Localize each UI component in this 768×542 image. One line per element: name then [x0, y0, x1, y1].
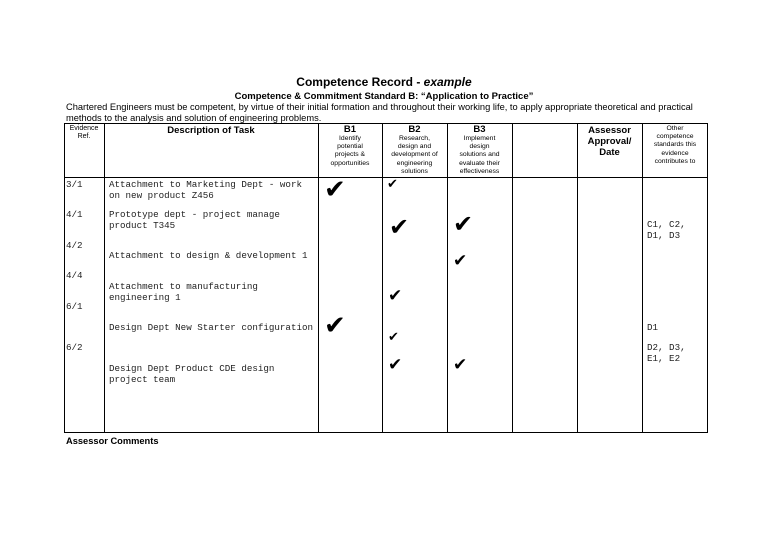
task-description: Attachment to manufacturing engineering 1 — [109, 281, 258, 303]
check-icon: ✔ — [388, 286, 403, 306]
task-description: Prototype dept - project manage product T345 — [109, 209, 280, 231]
evidence-ref: 4/2 — [66, 240, 83, 251]
header-description: Description of Task — [167, 125, 255, 136]
header-b1: B1 Identify potential projects & opportunities — [330, 124, 370, 167]
check-icon: ✔ — [324, 175, 346, 205]
other-standards: D1 — [647, 322, 659, 333]
intro-text: Chartered Engineers must be competent, by virtue of their initial formation and throughout their working life, to apply appropriate theoretical and practical methods to the analysis and solution of engineering problems. — [66, 102, 693, 123]
task-description: Design Dept New Starter configuration — [109, 322, 313, 333]
evidence-ref: 6/2 — [66, 342, 83, 353]
check-icon: ✔ — [387, 177, 398, 192]
assessor-comments-label: Assessor Comments — [66, 436, 159, 446]
check-icon: ✔ — [453, 251, 468, 271]
header-evidence-ref: Evidence Ref. — [69, 125, 99, 141]
document-title: Competence Record - example — [296, 75, 472, 89]
check-icon: ✔ — [453, 355, 468, 375]
evidence-ref: 4/4 — [66, 270, 83, 281]
other-standards: D2, D3, E1, E2 — [647, 342, 686, 364]
task-description: Attachment to design & development 1 — [109, 250, 308, 261]
evidence-ref: 3/1 — [66, 179, 83, 190]
evidence-ref: 6/1 — [66, 301, 83, 312]
header-assessor: Assessor Approval/ Date — [587, 125, 632, 158]
evidence-ref: 4/1 — [66, 209, 83, 220]
check-icon: ✔ — [388, 330, 399, 345]
task-description: Design Dept Product CDE design project team — [109, 363, 275, 385]
check-icon: ✔ — [453, 210, 474, 238]
document-subtitle: Competence & Commitment Standard B: “Application to Practice” — [234, 91, 534, 102]
header-b2: B2 Research, design and development of engineering solutions — [391, 124, 438, 175]
other-standards: C1, C2, D1, D3 — [647, 219, 686, 241]
check-icon: ✔ — [324, 311, 346, 341]
header-b3: B3 Implement design solutions and evaluate their effectiveness — [459, 124, 500, 175]
task-description: Attachment to Marketing Dept - work on new product Z456 — [109, 179, 302, 201]
check-icon: ✔ — [388, 355, 403, 375]
check-icon: ✔ — [389, 213, 410, 241]
header-other-standards: Other competence standards this evidence contributes to — [653, 125, 697, 165]
